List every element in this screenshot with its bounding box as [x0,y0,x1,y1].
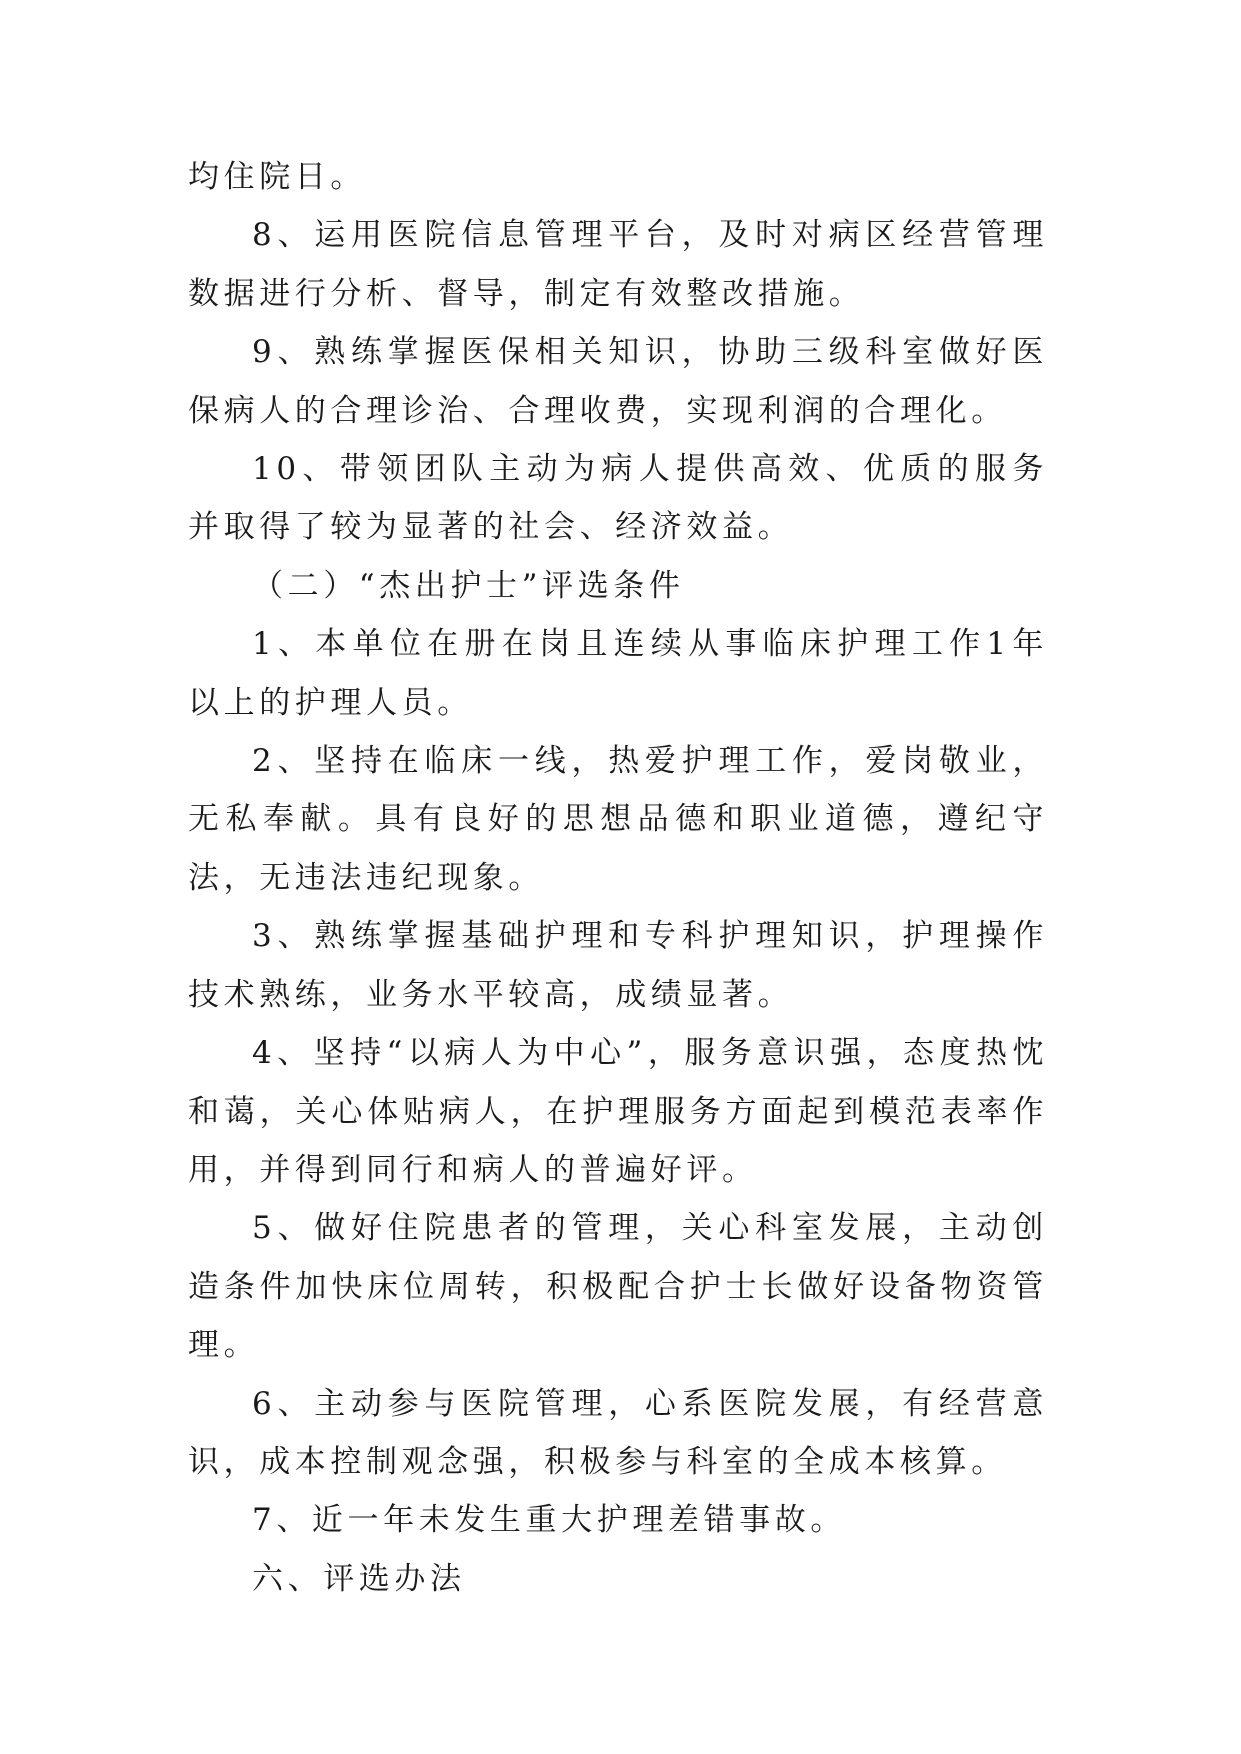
paragraph-continuation: 均住院日。 [188,159,366,195]
paragraph-criterion-3: 3、熟练掌握基础护理和专科护理知识，护理操作技术熟练，业务水平较高，成绩显著。 [188,918,1048,1013]
section-heading-selection-method: 六、评选办法 [252,1560,466,1597]
paragraph-criterion-6: 6、主动参与医院管理，心系医院发展，有经营意识，成本控制观念强，积极参与科室的全成本核算。 [188,1385,1048,1480]
paragraph-criterion-7: 7、近一年未发生重大护理差错事故。 [252,1502,846,1539]
section-heading-outstanding-nurse-criteria: （二）“杰出护士”评选条件 [252,567,685,604]
document-body [188,148,1048,1608]
paragraph-criterion-2: 2、坚持在临床一线，热爱护理工作，爱岗敬业，无私奉献。具有良好的思想品德和职业道德，遵纪守法，无违法违纪现象。 [188,743,1048,896]
paragraph-criterion-5: 5、做好住院患者的管理，关心科室发展，主动创造条件加快床位周转，积极配合护士长做好设备物资管理。 [188,1210,1048,1364]
paragraph-criterion-1: 1、本单位在册在岗且连续从事临床护理工作1年以上的护理人员。 [188,626,1048,721]
paragraph-item-8: 8、运用医院信息管理平台，及时对病区经营管理数据进行分析、督导，制定有效整改措施。 [188,217,1048,312]
paragraph-item-10: 10、带领团队主动为病人提供高效、优质的服务并取得了较为显著的社会、经济效益。 [188,451,1048,546]
paragraph-criterion-4: 4、坚持“以病人为中心”，服务意识强，态度热忱和蔼，关心体贴病人，在护理服务方面起到模范表率作用，并得到同行和病人的普遍好评。 [188,1035,1048,1188]
paragraph-item-9: 9、熟练掌握医保相关知识，协助三级科室做好医保病人的合理诊治、合理收费，实现利润的合理化。 [188,334,1048,429]
